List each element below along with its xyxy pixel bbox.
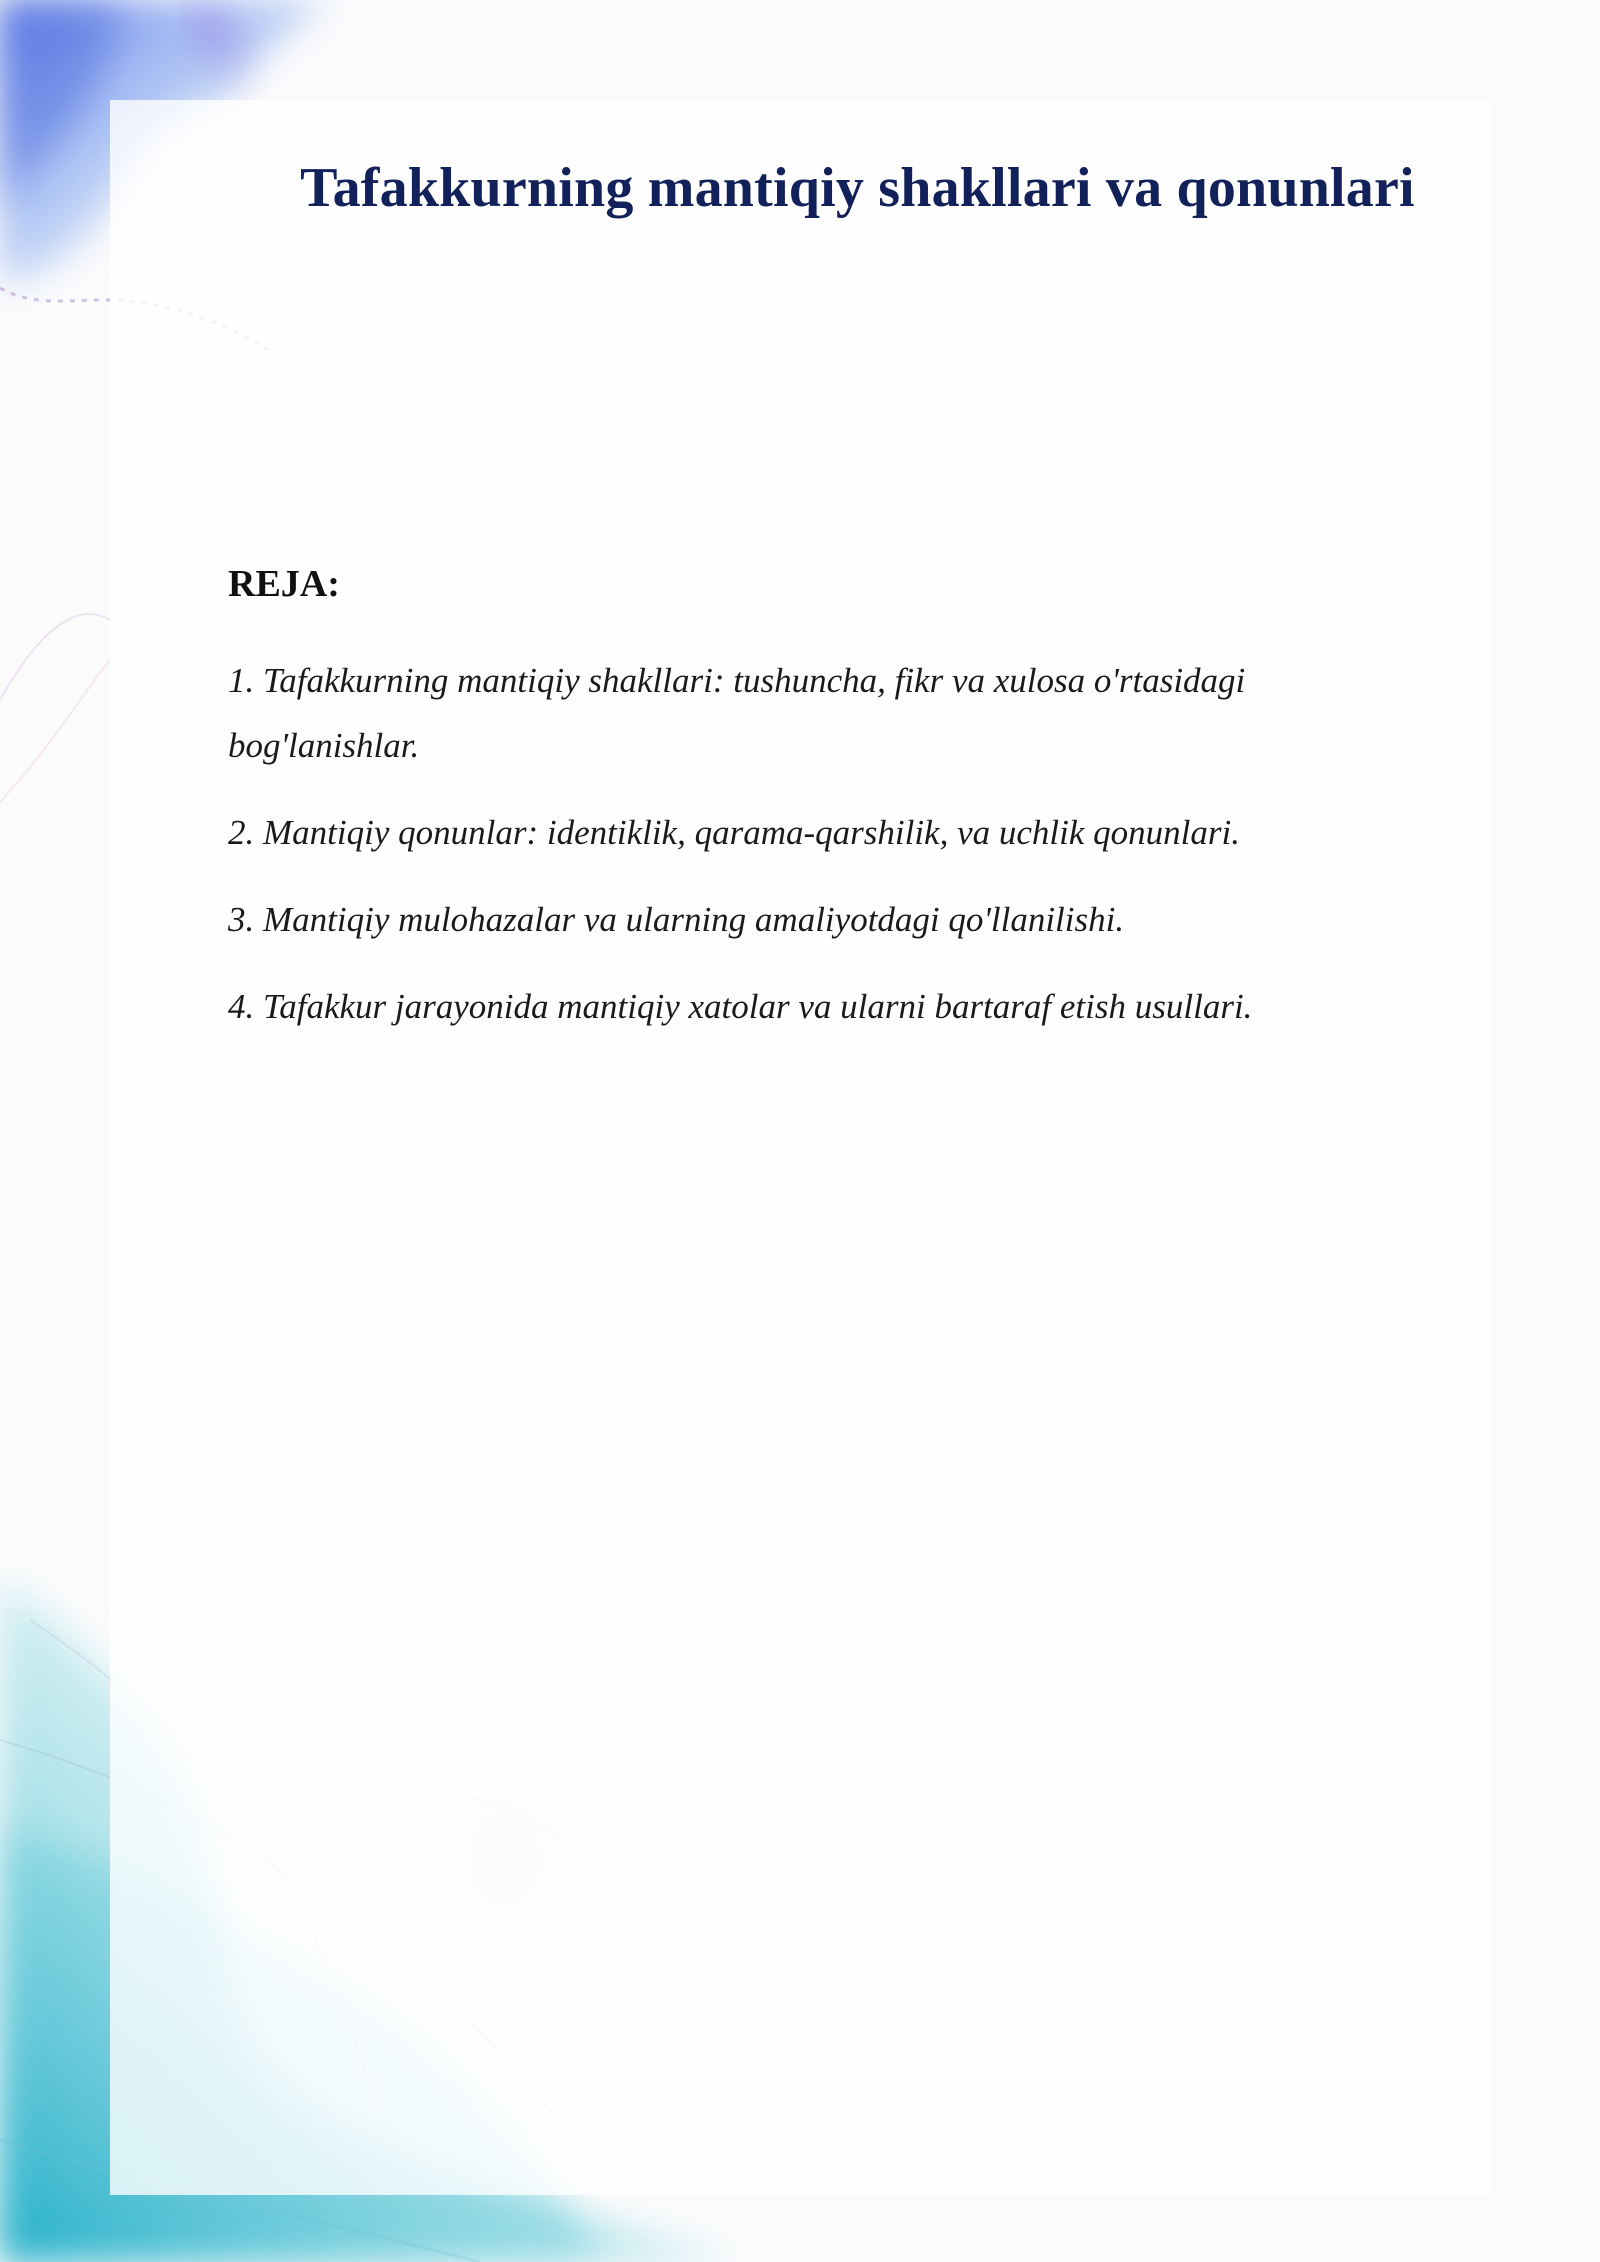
document-title: Tafakkurning mantiqiy shakllari va qonunlari [300, 157, 1415, 219]
plan-item-3: 3. Mantiqiy mulohazalar va ularning amaliyotdagi qo'llanilishi. [228, 900, 1125, 939]
plan-list [228, 648, 1378, 1061]
plan-heading: REJA: [228, 563, 340, 605]
plan-item-2: 2. Mantiqiy qonunlar: identiklik, qarama-qarshilik, va uchlik qonunlari. [228, 813, 1240, 852]
plan-item-4: 4. Tafakkur jarayonida mantiqiy xatolar va ularni bartaraf etish usullari. [228, 987, 1253, 1026]
plan-item-1: 1. Tafakkurning mantiqiy shakllari: tushuncha, fikr va xulosa o'rtasidagi bog'lanishlar. [228, 661, 1246, 765]
document-page-panel [110, 100, 1490, 2195]
